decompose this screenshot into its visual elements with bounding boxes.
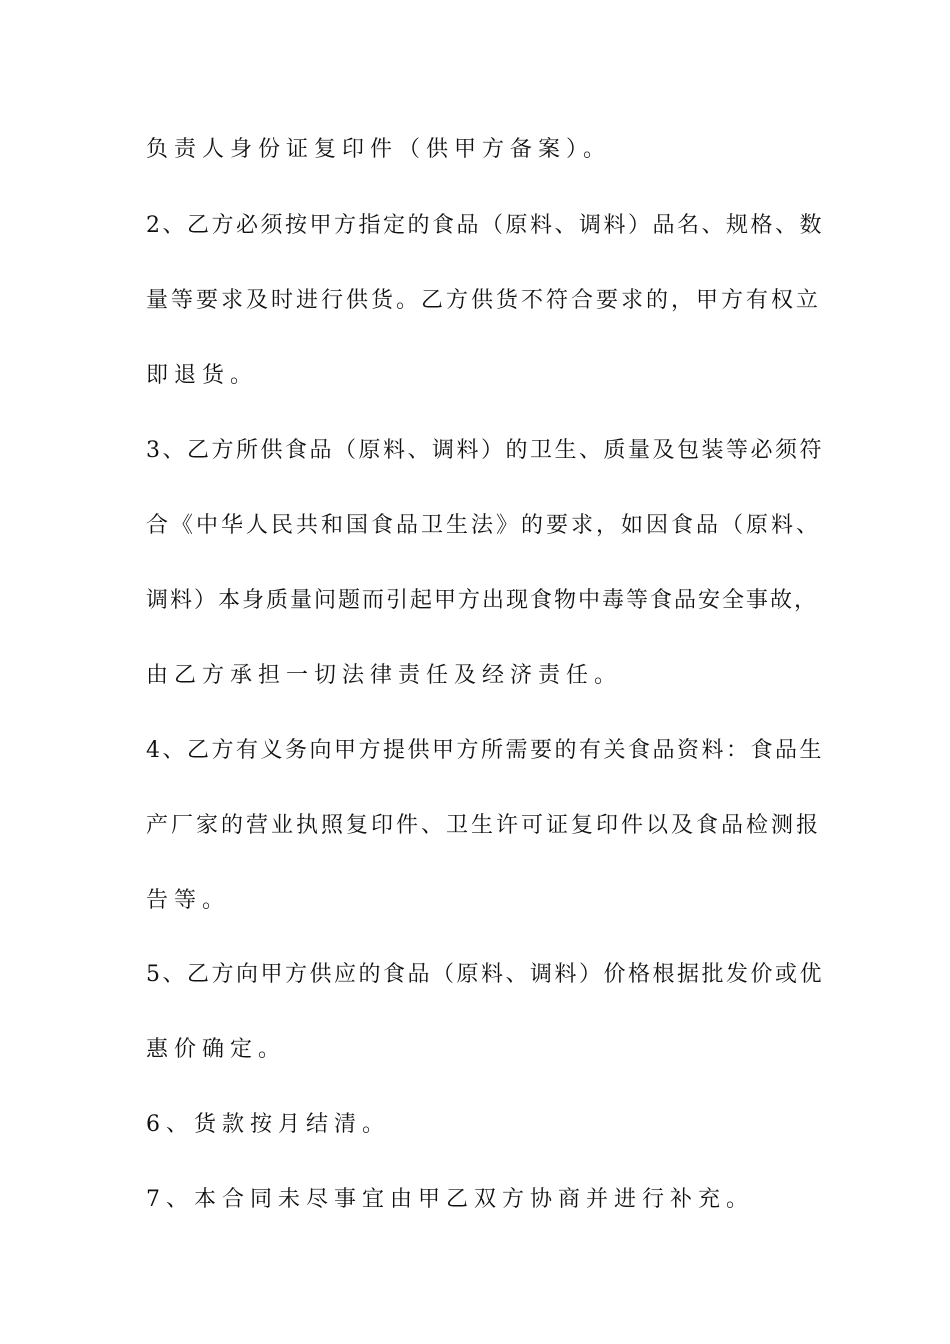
text-line: 量等要求及时进行供货。乙方供货不符合要求的，甲方有权立 bbox=[146, 288, 822, 313]
text-line: 调料）本身质量问题而引起甲方出现食物中毒等食品安全事故， bbox=[146, 588, 819, 613]
text-line: 合《中华人民共和国食品卫生法》的要求，如因食品（原料、 bbox=[146, 513, 822, 538]
text-line: 3、乙方所供食品（原料、调料）的卫生、质量及包装等必须符 bbox=[146, 438, 824, 463]
text-line: 惠价确定。 bbox=[146, 1037, 287, 1062]
text-line: 负责人身份证复印件（供甲方备案）。 bbox=[146, 137, 612, 162]
text-line: 4、乙方有义务向甲方提供甲方所需要的有关食品资料：食品生 bbox=[146, 738, 824, 763]
text-line: 5、乙方向甲方供应的食品（原料、调料）价格根据批发价或优 bbox=[146, 962, 824, 987]
text-line: 即退货。 bbox=[146, 363, 259, 388]
text-line: 产厂家的营业执照复印件、卫生许可证复印件以及食品检测报 bbox=[146, 813, 822, 838]
text-line: 6、货款按月结清。 bbox=[146, 1112, 390, 1137]
text-line: 2、乙方必须按甲方指定的食品（原料、调料）品名、规格、数 bbox=[146, 213, 824, 238]
text-line: 7、本合同未尽事宜由甲乙双方协商并进行补充。 bbox=[146, 1187, 754, 1212]
text-line: 由乙方承担一切法律责任及经济责任。 bbox=[146, 663, 623, 688]
text-line: 告等。 bbox=[146, 888, 231, 913]
